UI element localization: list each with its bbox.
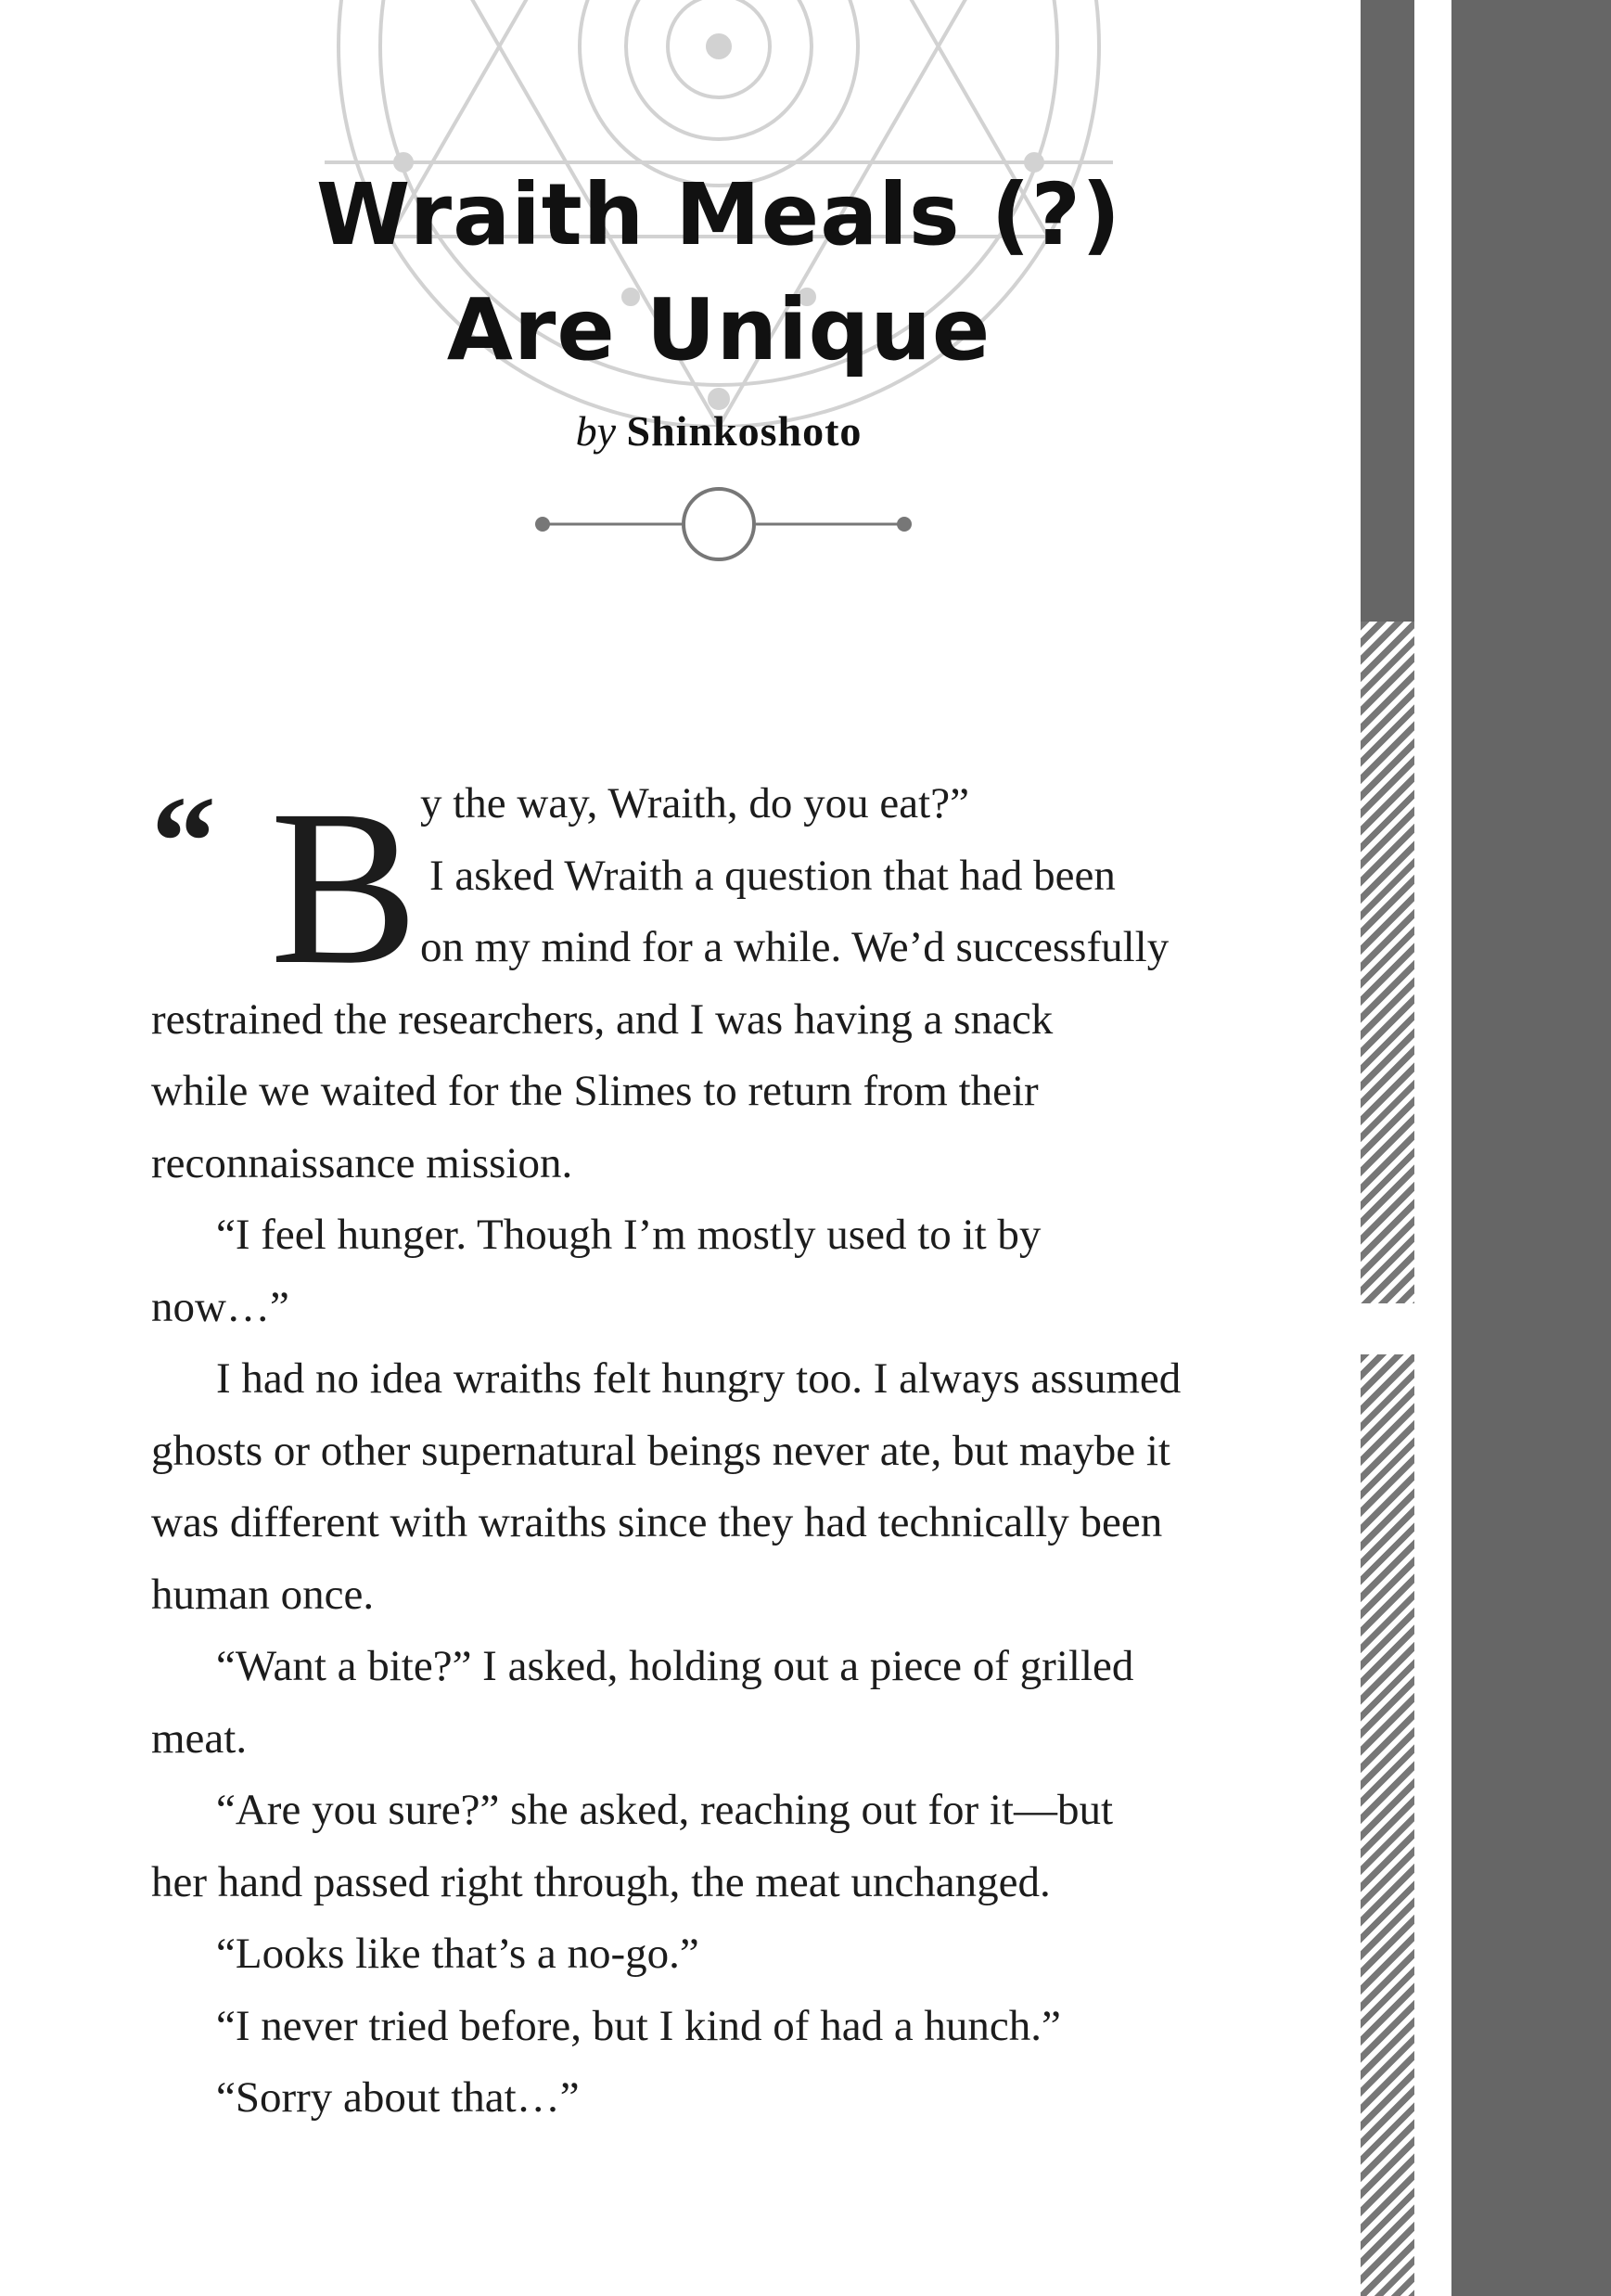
text-line: now…” [151, 1282, 289, 1331]
text-line: “Sorry about that…” [216, 2073, 580, 2122]
text-line: reconnaissance mission. [151, 1138, 573, 1187]
text-line: “Are you sure?” she asked, reaching out for it—but [216, 1786, 1114, 1834]
chapter-body [151, 763, 1301, 2135]
author-byline [0, 406, 1438, 455]
author-name: Shinkoshoto [626, 407, 863, 455]
drop-cap-lines [420, 768, 1169, 984]
text-line: I asked Wraith a question that had been [429, 851, 1116, 900]
drop-cap-quote: “ [151, 770, 216, 914]
text-line: “I never tried before, but I kind of had a hunch.” [216, 2001, 1061, 2050]
drop-cap-letter: B [270, 763, 419, 1010]
text-line: I had no idea wraiths felt hungry too. I always assumed [216, 1354, 1182, 1403]
text-line: on my mind for a while. We’d successfully [420, 923, 1170, 971]
text-line: while we waited for the Slimes to return from their [151, 1067, 1039, 1115]
text-line: “I feel hunger. Though I’m mostly used to it by [216, 1211, 1042, 1259]
ornamental-divider [529, 482, 918, 566]
side-decoration-panel [1451, 0, 1611, 2296]
text-line: human once. [151, 1570, 375, 1619]
text-line: ghosts or other supernatural beings never ate, but maybe it [151, 1426, 1170, 1475]
chapter-title-line-2: Are Unique [446, 280, 991, 379]
text-line: was different with wraiths since they had technically been [151, 1498, 1163, 1546]
text-line: y the way, Wraith, do you eat?” [420, 779, 969, 827]
text-line: “Looks like that’s a no-go.” [216, 1930, 699, 1978]
side-decoration-stripes [1361, 622, 1414, 1303]
byline-prefix: by [575, 407, 616, 455]
text-line: “Want a bite?” I asked, holding out a piece of grilled [216, 1642, 1134, 1690]
chapter-title [0, 158, 1438, 388]
side-decoration-stripes-lower [1361, 1354, 1414, 2296]
opening-paragraph [151, 763, 1301, 1010]
text-line: restrained the researchers, and I was having a snack [151, 994, 1054, 1044]
text-line: meat. [151, 1713, 248, 1763]
chapter-title-line-1: Wraith Meals (?) [315, 165, 1122, 264]
side-decoration-bar [1361, 0, 1414, 622]
text-line: her hand passed right through, the meat unchanged. [151, 1857, 1051, 1906]
